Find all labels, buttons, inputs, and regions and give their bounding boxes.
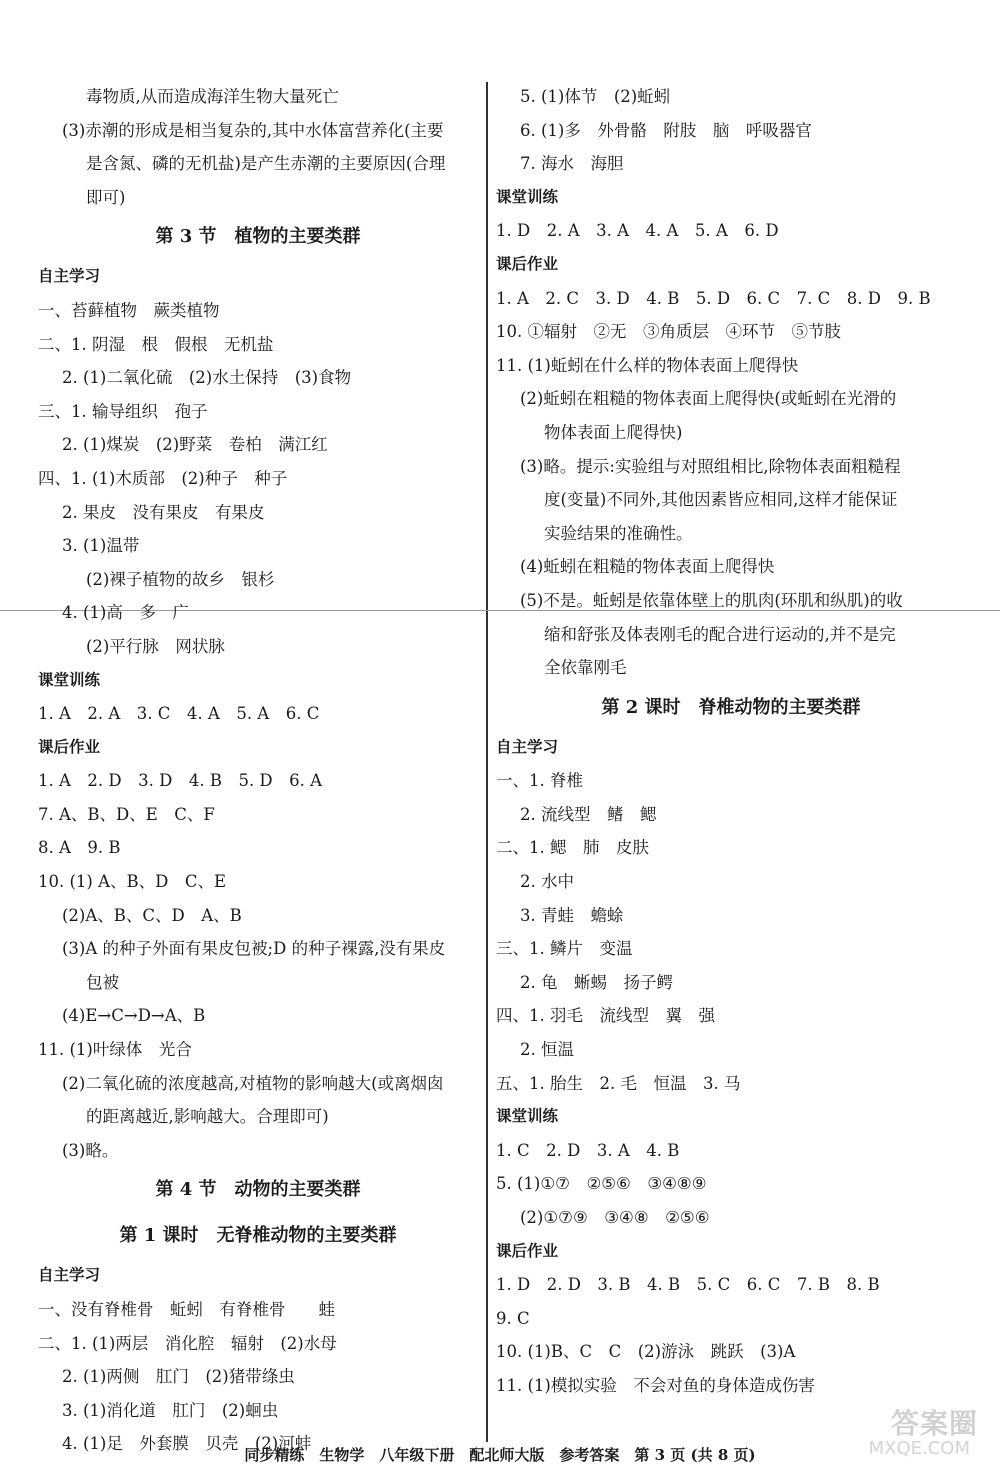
answer-line: 9. C [496, 1308, 530, 1328]
answer-line: 1. A 2. D 3. D 4. B 5. D 6. A [38, 771, 323, 791]
subsection-heading: 课堂训练 [38, 670, 101, 689]
answer-line: (3)略。提示:实验组与对照组相比,除物体表面粗糙程 [520, 456, 901, 476]
answer-line: 一、苔藓植物 蕨类植物 [38, 300, 220, 320]
answer-line: 三、1. 输导组织 孢子 [38, 401, 208, 421]
answer-line: 二、1. (1)两层 消化腔 辐射 (2)水母 [38, 1333, 337, 1353]
answer-line: 2. 龟 蜥蜴 扬子鳄 [520, 972, 673, 992]
answer-line: 4. (1)足 外套膜 贝壳 (2)河蚌 [62, 1434, 312, 1454]
answer-line: 2. (1)两侧 肛门 (2)猪带绦虫 [62, 1367, 295, 1387]
answer-line: 11. (1)叶绿体 光合 [38, 1040, 192, 1060]
answer-line: (2)①⑦⑨ ③④⑧ ②⑤⑥ [520, 1208, 710, 1227]
answer-line: 2. 恒温 [520, 1040, 574, 1060]
subsection-heading: 课堂训练 [496, 187, 559, 206]
answer-line: (3)A 的种子外面有果皮包被;D 的种子裸露,没有果皮 [62, 939, 446, 959]
section-title: 第 2 课时 脊椎动物的主要类群 [601, 696, 861, 718]
answer-line: 5. (1)体节 (2)蚯蚓 [520, 87, 671, 106]
answer-line: 2. 果皮 没有果皮 有果皮 [62, 502, 265, 522]
answer-line: 11. (1)模拟实验 不会对鱼的身体造成伤害 [496, 1375, 815, 1395]
answer-line: 7. A、B、D、E C、F [38, 804, 215, 824]
answer-line: (2)A、B、C、D A、B [62, 905, 242, 925]
left-column [38, 80, 478, 1461]
subsection-heading: 课后作业 [496, 254, 559, 273]
answer-line: 2. (1)二氧化硫 (2)水土保持 (3)食物 [62, 368, 352, 388]
section-title: 第 1 课时 无脊椎动物的主要类群 [119, 1225, 397, 1247]
answer-line: 4. (1)高 多 广 [62, 603, 189, 623]
right-column [496, 80, 966, 1403]
column-divider [486, 82, 488, 1442]
answer-line: 毒物质,从而造成海洋生物大量死亡 [86, 87, 339, 106]
answer-line: (4)蚯蚓在粗糙的物体表面上爬得快 [520, 557, 775, 577]
section-title: 第 3 节 植物的主要类群 [155, 226, 361, 248]
answer-line: (3)略。 [62, 1140, 119, 1160]
answer-line: 10. (1)B、C C (2)游泳 跳跃 (3)A [496, 1342, 796, 1362]
answer-line: 三、1. 鳞片 变温 [496, 939, 633, 959]
answer-line: 6. (1)多 外骨骼 附肢 脑 呼吸器官 [520, 120, 812, 140]
page-footer: 同步精练 生物学 八年级下册 配北师大版 参考答案 第 3 页 (共 8 页) [244, 1446, 756, 1464]
answer-line: (3)赤潮的形成是相当复杂的,其中水体富营养化(主要 [62, 120, 444, 140]
answer-line: 10. ①辐射 ②无 ③角质层 ④环节 ⑤节肢 [496, 322, 841, 342]
answer-line: 11. (1)蚯蚓在什么样的物体表面上爬得快 [496, 355, 799, 375]
answer-line: 5. (1)①⑦ ②⑤⑥ ③④⑧⑨ [496, 1174, 707, 1194]
subsection-heading: 课后作业 [38, 737, 101, 756]
answer-line: 3. (1)消化道 肛门 (2)蛔虫 [62, 1400, 279, 1420]
answer-line: 二、1. 鳃 肺 皮肤 [496, 838, 649, 858]
answer-line: 缩和舒张及体表刚毛的配合进行运动的,并不是完 [544, 624, 896, 644]
answer-line: (5)不是。蚯蚓是依靠体壁上的肌肉(环肌和纵肌)的收 [520, 590, 903, 610]
watermark-url: MXQE.COM [868, 1438, 970, 1459]
answer-line: 的距离越近,影响越大。合理即可) [86, 1107, 329, 1127]
answer-line: 8. A 9. B [38, 838, 121, 858]
answer-line: (2)裸子植物的故乡 银杉 [86, 569, 275, 589]
subsection-heading: 自主学习 [496, 737, 559, 756]
watermark-logo: 答案圈 [890, 1407, 978, 1440]
answer-line: 实验结果的准确性。 [544, 523, 693, 543]
answer-line: 2. (1)煤炭 (2)野菜 卷柏 满江红 [62, 435, 328, 455]
subsection-heading: 自主学习 [38, 267, 101, 286]
answer-line: 1. D 2. A 3. A 4. A 5. A 6. D [496, 221, 779, 241]
answer-line: (2)蚯蚓在粗糙的物体表面上爬得快(或蚯蚓在光滑的 [520, 389, 897, 409]
answer-line: 即可) [86, 187, 126, 207]
subsection-heading: 自主学习 [38, 1266, 101, 1285]
answer-line: 四、1. (1)木质部 (2)种子 种子 [38, 468, 288, 488]
answer-line: 2. 流线型 鳍 鳃 [520, 804, 657, 824]
section-title: 第 4 节 动物的主要类群 [155, 1179, 361, 1201]
subsection-heading: 课堂训练 [496, 1107, 559, 1126]
answer-line: 二、1. 阴湿 根 假根 无机盐 [38, 334, 274, 354]
answer-line: 10. (1) A、B、D C、E [38, 872, 227, 892]
answer-line: 一、没有脊椎骨 蚯蚓 有脊椎骨 蛙 [38, 1300, 335, 1319]
answer-line: 一、1. 脊椎 [496, 771, 583, 791]
answer-line: 1. A 2. C 3. D 4. B 5. D 6. C 7. C 8. D 9. B [496, 288, 931, 308]
answer-line: (4)E→C→D→A、B [62, 1006, 206, 1026]
answer-line: 1. A 2. A 3. C 4. A 5. A 6. C [38, 704, 320, 724]
subsection-heading: 课后作业 [496, 1241, 559, 1260]
answer-line: (2)平行脉 网状脉 [86, 636, 225, 656]
answer-line: 1. D 2. D 3. B 4. B 5. C 6. C 7. B 8. B [496, 1275, 880, 1295]
answer-line: 3. (1)温带 [62, 536, 140, 556]
answer-line: 是含氮、磷的无机盐)是产生赤潮的主要原因(合理 [86, 154, 446, 174]
answer-line: 物体表面上爬得快) [544, 422, 683, 442]
answer-line: 3. 青蛙 蟾蜍 [520, 905, 624, 925]
answer-line: 四、1. 羽毛 流线型 翼 强 [496, 1006, 715, 1026]
answer-line: 全依靠刚毛 [544, 658, 627, 678]
answer-line: 7. 海水 海胆 [520, 154, 624, 174]
answer-line: 包被 [86, 972, 119, 992]
answer-line: 度(变量)不同外,其他因素皆应相同,这样才能保证 [544, 490, 898, 510]
answer-line: 五、1. 胎生 2. 毛 恒温 3. 马 [496, 1073, 741, 1093]
answer-line: 1. C 2. D 3. A 4. B [496, 1140, 680, 1160]
answer-line: (2)二氧化硫的浓度越高,对植物的影响越大(或离烟囱 [62, 1073, 444, 1093]
answer-line: 2. 水中 [520, 872, 574, 892]
